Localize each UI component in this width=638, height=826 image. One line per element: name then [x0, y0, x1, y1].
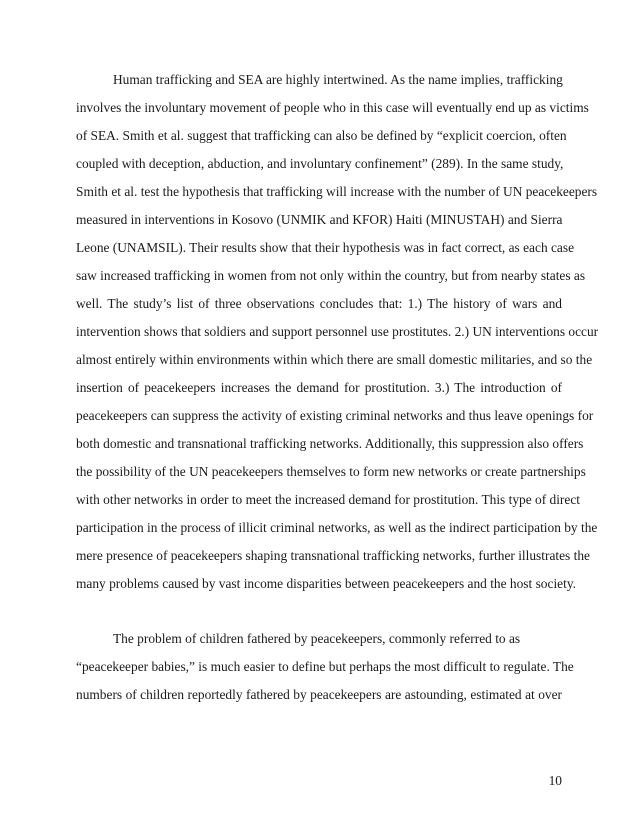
text-line: Smith et al. test the hypothesis that trafficking will increase with the number of UN peacekeepers	[76, 184, 598, 199]
text-line: both domestic and transnational trafficking networks. Additionally, this suppression also offers	[76, 436, 584, 451]
text-line: coupled with deception, abduction, and involuntary confinement” (289). In the same study,	[76, 156, 564, 171]
text-line: saw increased trafficking in women from not only within the country, but from nearby states as	[76, 268, 586, 283]
page-number: 10	[548, 773, 562, 788]
text-line: peacekeepers can suppress the activity of existing criminal networks and thus leave openings for	[76, 408, 594, 423]
text-line: participation in the process of illicit criminal networks, as well as the indirect participation by the	[76, 520, 598, 535]
text-line: intervention shows that soldiers and support personnel use prostitutes. 2.) UN interventions occur	[76, 324, 599, 339]
text-line: almost entirely within environments within which there are small domestic militaries, and so the	[76, 352, 593, 367]
text-line: involves the involuntary movement of people who in this case will eventually end up as victims	[76, 100, 589, 115]
text-line: with other networks in order to meet the increased demand for prostitution. This type of direct	[76, 492, 580, 507]
text-line: of SEA. Smith et al. suggest that trafficking can also be defined by “explicit coercion, often	[76, 128, 567, 143]
text-line: the possibility of the UN peacekeepers themselves to form new networks or create partnerships	[76, 464, 586, 479]
text-line: well. The study’s list of three observations concludes that: 1.) The history of wars and	[76, 296, 562, 311]
text-line: measured in interventions in Kosovo (UNMIK and KFOR) Haiti (MINUSTAH) and Sierra	[76, 212, 563, 227]
text-line: insertion of peacekeepers increases the demand for prostitution. 3.) The introduction of	[76, 380, 562, 395]
text-line: “peacekeeper babies,” is much easier to define but perhaps the most difficult to regulate. The	[76, 659, 574, 674]
text-line: numbers of children reportedly fathered by peacekeepers are astounding, estimated at over	[76, 687, 562, 702]
text-line: mere presence of peacekeepers shaping transnational trafficking networks, further illustrates the	[76, 548, 590, 563]
text-line: many problems caused by vast income disparities between peacekeepers and the host society.	[76, 576, 576, 591]
text-line: Human trafficking and SEA are highly intertwined. As the name implies, trafficking	[113, 72, 563, 87]
text-line: Leone (UNAMSIL). Their results show that their hypothesis was in fact correct, as each case	[76, 240, 575, 255]
text-line: The problem of children fathered by peacekeepers, commonly referred to as	[113, 631, 521, 646]
